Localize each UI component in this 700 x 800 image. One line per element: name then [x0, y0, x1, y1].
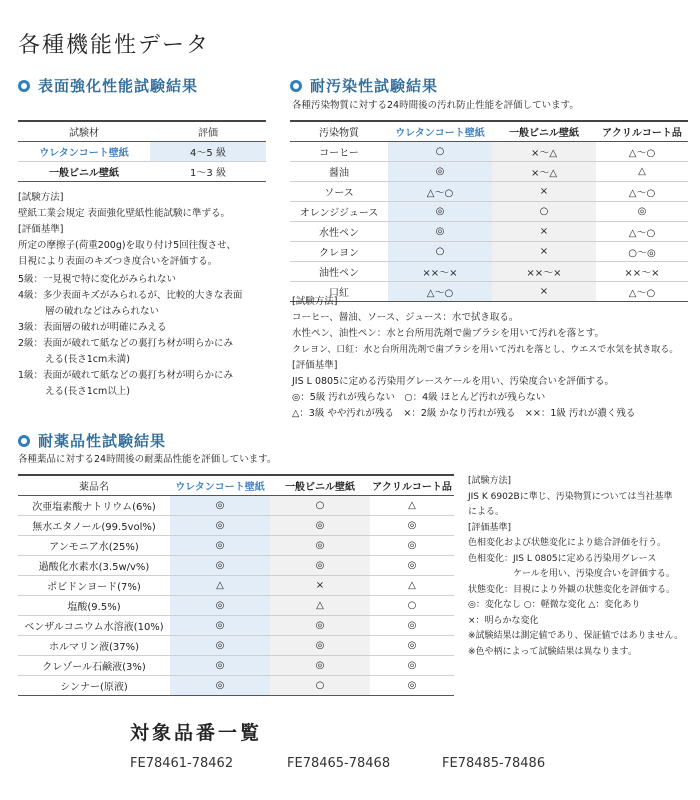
stain-rating-cell: △〜○ — [596, 142, 688, 162]
table-row — [18, 576, 454, 596]
stain-name-cell: 口紅 — [290, 282, 388, 302]
grade-line — [18, 288, 242, 304]
chem-rating-cell: ◎ — [170, 616, 270, 636]
note-line: ◎：5級 汚れが残らない ○：4級 ほとんど汚れが残らない — [292, 392, 546, 403]
chem-name-cell: シンナー(原液) — [18, 676, 170, 696]
table-row — [290, 142, 688, 162]
note-line: ※色や柄によって試験結果は異なります。 — [468, 646, 637, 657]
note-line: [試験方法] — [468, 476, 512, 486]
note-line: 色相変化および状態変化により総合評価を行う。 — [468, 538, 667, 548]
stain-rating-cell: ○〜◎ — [596, 242, 688, 262]
chem-rating-cell: ◎ — [370, 636, 454, 656]
chem-rating-cell: △ — [370, 496, 454, 516]
stain-rating-cell: × — [492, 242, 596, 262]
note-line: 目視により表面のキズつき度合いを評価する。 — [18, 256, 218, 267]
table-row — [18, 536, 454, 556]
note-line: [試験方法] — [18, 192, 64, 203]
stain-name-cell: オレンジジュース — [290, 202, 388, 222]
chem-rating-cell: ◎ — [170, 636, 270, 656]
chem-rating-cell: ◎ — [270, 516, 370, 536]
stain-rating-cell: ××〜× — [492, 262, 596, 282]
stain-rating-cell: × — [492, 222, 596, 242]
surface-title-text: 表面強化性能試験結果 — [38, 77, 199, 95]
grade-line: 層の破れなどはみられない — [45, 306, 160, 317]
chem-rating-cell: ◎ — [170, 676, 270, 696]
table-row — [18, 636, 454, 656]
chem-rating-cell: ◎ — [170, 596, 270, 616]
chem-rating-cell: ◎ — [270, 656, 370, 676]
chem-header: 一般ビニル壁紙 — [270, 475, 370, 496]
chem-name-cell: 無水エタノール(99.5vol%) — [18, 516, 170, 536]
chem-name-cell: ホルマリン液(37%) — [18, 636, 170, 656]
stain-name-cell: 水性ペン — [290, 222, 388, 242]
stain-name-cell: 油性ペン — [290, 262, 388, 282]
grade-label: 5級： — [18, 274, 44, 285]
stain-rating-cell: △〜○ — [388, 182, 492, 202]
chem-rating-cell: △ — [370, 576, 454, 596]
table-row — [18, 516, 454, 536]
table-row — [290, 162, 688, 182]
chem-rating-cell: × — [270, 576, 370, 596]
grade-label: 1級： — [18, 370, 44, 381]
surface-header-rating: 評価 — [150, 121, 266, 142]
stain-name-cell: コーヒー — [290, 142, 388, 162]
stain-rating-cell: ×〜△ — [492, 162, 596, 182]
chem-rating-cell: △ — [270, 596, 370, 616]
note-line: 所定の摩擦子(荷重200g)を取り付け5回往復させ、 — [18, 240, 236, 251]
stain-rating-cell: ××〜× — [596, 262, 688, 282]
grade-label: 3級： — [18, 322, 44, 333]
stain-rating-cell: △〜○ — [596, 222, 688, 242]
note-line: [評価基準] — [292, 360, 338, 371]
stain-rating-cell: ◎ — [388, 222, 492, 242]
stain-rating-cell: ○ — [388, 142, 492, 162]
stain-name-cell: ソース — [290, 182, 388, 202]
chem-header: 薬品名 — [18, 475, 170, 496]
stain-rating-cell: × — [492, 282, 596, 302]
note-line: による。 — [468, 507, 505, 517]
product-code: FE78461-78462 — [130, 756, 234, 771]
chem-header: ウレタンコート壁紙 — [170, 475, 270, 496]
note-line: ※試験結果は測定値であり、保証値ではありません。 — [468, 631, 684, 641]
surface-notes — [18, 190, 242, 400]
table-row — [18, 656, 454, 676]
note-line: JIS L 0805に定める汚染用グレースケールを用い、汚染度合いを評価する。 — [292, 376, 614, 387]
note-line: 状態変化：目視により外観の状態変化を評価する。 — [468, 584, 676, 595]
stain-rating-cell: ◎ — [388, 202, 492, 222]
grade-text: 表面層の破れが明確にみえる — [43, 322, 167, 333]
chem-rating-cell: ◎ — [370, 536, 454, 556]
chem-rating-cell: ◎ — [270, 636, 370, 656]
stain-rating-cell: △ — [596, 162, 688, 182]
note-line: ◎：変化なし ○：軽微な変化 △：変化あり — [468, 600, 641, 610]
note-line: 壁紙工業会規定 表面強化壁紙性能試験に準ずる。 — [18, 208, 231, 219]
chem-rating-cell: △ — [170, 576, 270, 596]
grade-line: える(長さ1cm以上) — [45, 386, 130, 397]
surface-section-title — [18, 75, 198, 96]
chem-rating-cell: ◎ — [170, 516, 270, 536]
product-code: FE78485-78486 — [442, 756, 546, 771]
stain-rating-cell: ○ — [388, 242, 492, 262]
chem-rating-cell: ◎ — [370, 556, 454, 576]
grade-line — [18, 368, 242, 384]
surface-table — [18, 120, 266, 182]
chem-section-title — [18, 430, 166, 451]
table-row — [18, 616, 454, 636]
grade-text: 多少表面キズがみられるが、比較的大きな表面 — [43, 290, 243, 301]
chem-header: アクリルコート品 — [370, 475, 454, 496]
chem-name-cell: 塩酸(9.5%) — [18, 596, 170, 616]
chem-name-cell: アンモニア水(25%) — [18, 536, 170, 556]
product-code: FE78465-78468 — [287, 756, 391, 771]
note-line: JIS K 6902Bに準じ、汚染物質については当社基準 — [468, 491, 673, 502]
table-row — [18, 596, 454, 616]
note-line: コーヒー、醤油、ソース、ジュース：水で拭き取る。 — [292, 312, 519, 323]
grade-line — [18, 336, 242, 352]
bullet-circle-icon — [18, 80, 30, 92]
chem-rating-cell: ◎ — [170, 496, 270, 516]
chem-rating-cell: ◎ — [370, 656, 454, 676]
bullet-circle-icon — [290, 80, 302, 92]
grade-line — [18, 272, 242, 288]
table-row — [18, 162, 266, 182]
chem-name-cell: ベンザルコニウム水溶液(10%) — [18, 616, 170, 636]
stain-intro: 各種汚染物質に対する24時間後の汚れ防止性能を評価しています。 — [292, 100, 579, 111]
chem-name-cell: 過酸化水素水(3.5w/v%) — [18, 556, 170, 576]
chem-rating-cell: ○ — [370, 596, 454, 616]
table-row — [18, 676, 454, 696]
note-line: ケールを用い、汚染度合いを評価する。 — [468, 569, 675, 579]
note-line: 色相変化：JIS L 0805に定める汚染用グレース — [468, 553, 657, 564]
chem-intro: 各種薬品に対する24時間後の耐薬品性能を評価しています。 — [18, 454, 277, 465]
table-row — [290, 242, 688, 262]
page-title: 各種機能性データ — [18, 33, 211, 58]
note-line: △：3級 やや汚れが残る ×：2級 かなり汚れが残る ××：1級 汚れが濃く残る — [292, 408, 636, 419]
stain-rating-cell: △〜○ — [388, 282, 492, 302]
table-row — [18, 496, 454, 516]
bullet-circle-icon — [18, 435, 30, 447]
chem-name-cell: クレゾール石鹸液(3%) — [18, 656, 170, 676]
table-row — [290, 182, 688, 202]
stain-rating-cell: △〜○ — [596, 182, 688, 202]
chem-rating-cell: ◎ — [170, 556, 270, 576]
chem-title-text: 耐薬品性試験結果 — [38, 432, 167, 450]
stain-header: 汚染物質 — [290, 121, 388, 142]
grade-label: 4級： — [18, 290, 44, 301]
stain-notes — [292, 294, 678, 422]
note-line: [評価基準] — [468, 522, 512, 533]
chem-rating-cell: ◎ — [170, 536, 270, 556]
chem-rating-cell: ○ — [270, 496, 370, 516]
surface-material-cell: 一般ビニル壁紙 — [18, 162, 150, 182]
grade-label: 2級： — [18, 338, 44, 349]
stain-name-cell: 醤油 — [290, 162, 388, 182]
chem-name-cell: 次亜塩素酸ナトリウム(6%) — [18, 496, 170, 516]
table-row — [18, 142, 266, 162]
chem-rating-cell: ○ — [270, 676, 370, 696]
table-row — [18, 556, 454, 576]
surface-rating-cell: 1〜3 級 — [150, 162, 266, 182]
note-line: [評価基準] — [18, 224, 64, 235]
stain-name-cell: クレヨン — [290, 242, 388, 262]
chem-table — [18, 474, 454, 696]
stain-header: アクリルコート品 — [596, 121, 688, 142]
product-list-title: 対象品番一覧 — [130, 722, 263, 744]
stain-header: ウレタンコート壁紙 — [388, 121, 492, 142]
note-line: クレヨン、口紅：水と台所用洗剤で歯ブラシを用いて汚れを落とし、ウエスで水気を拭き取る。 — [292, 345, 679, 355]
grade-line: える(長さ1cm未満) — [45, 354, 130, 365]
stain-rating-cell: × — [492, 182, 596, 202]
note-line: 水性ペン、油性ペン：水と台所用洗剤で歯ブラシを用いて汚れを落とす。 — [292, 328, 604, 339]
chem-notes — [468, 474, 683, 660]
grade-line — [18, 320, 242, 336]
chem-rating-cell: ◎ — [270, 556, 370, 576]
chem-rating-cell: ◎ — [370, 676, 454, 696]
surface-header-material: 試験材 — [18, 121, 150, 142]
stain-rating-cell: ◎ — [388, 162, 492, 182]
chem-name-cell: ポビドンヨード(7%) — [18, 576, 170, 596]
note-line: [試験方法] — [292, 296, 338, 307]
surface-material-cell: ウレタンコート壁紙 — [18, 142, 150, 162]
grade-text: 一見視で特に変化がみられない — [43, 274, 177, 285]
table-row — [290, 262, 688, 282]
chem-rating-cell: ◎ — [370, 616, 454, 636]
table-row — [290, 202, 688, 222]
chem-rating-cell: ◎ — [370, 516, 454, 536]
stain-table — [290, 120, 688, 302]
grade-text: 表面が破れて紙などの裏打ち材が明らかにみ — [43, 370, 234, 381]
grade-text: 表面が破れて紙などの裏打ち材が明らかにみ — [43, 338, 234, 349]
chem-rating-cell: ◎ — [270, 616, 370, 636]
stain-rating-cell: ◎ — [596, 202, 688, 222]
stain-title-text: 耐汚染性試験結果 — [310, 77, 439, 95]
chem-rating-cell: ◎ — [170, 656, 270, 676]
note-line: ×：明らかな変化 — [468, 615, 539, 626]
stain-rating-cell: ×〜△ — [492, 142, 596, 162]
stain-rating-cell: ○ — [492, 202, 596, 222]
stain-rating-cell: ××〜× — [388, 262, 492, 282]
table-row — [290, 222, 688, 242]
stain-rating-cell: △〜○ — [596, 282, 688, 302]
stain-header: 一般ビニル壁紙 — [492, 121, 596, 142]
surface-rating-cell: 4〜5 級 — [150, 142, 266, 162]
chem-rating-cell: ◎ — [270, 536, 370, 556]
stain-section-title — [290, 75, 438, 96]
